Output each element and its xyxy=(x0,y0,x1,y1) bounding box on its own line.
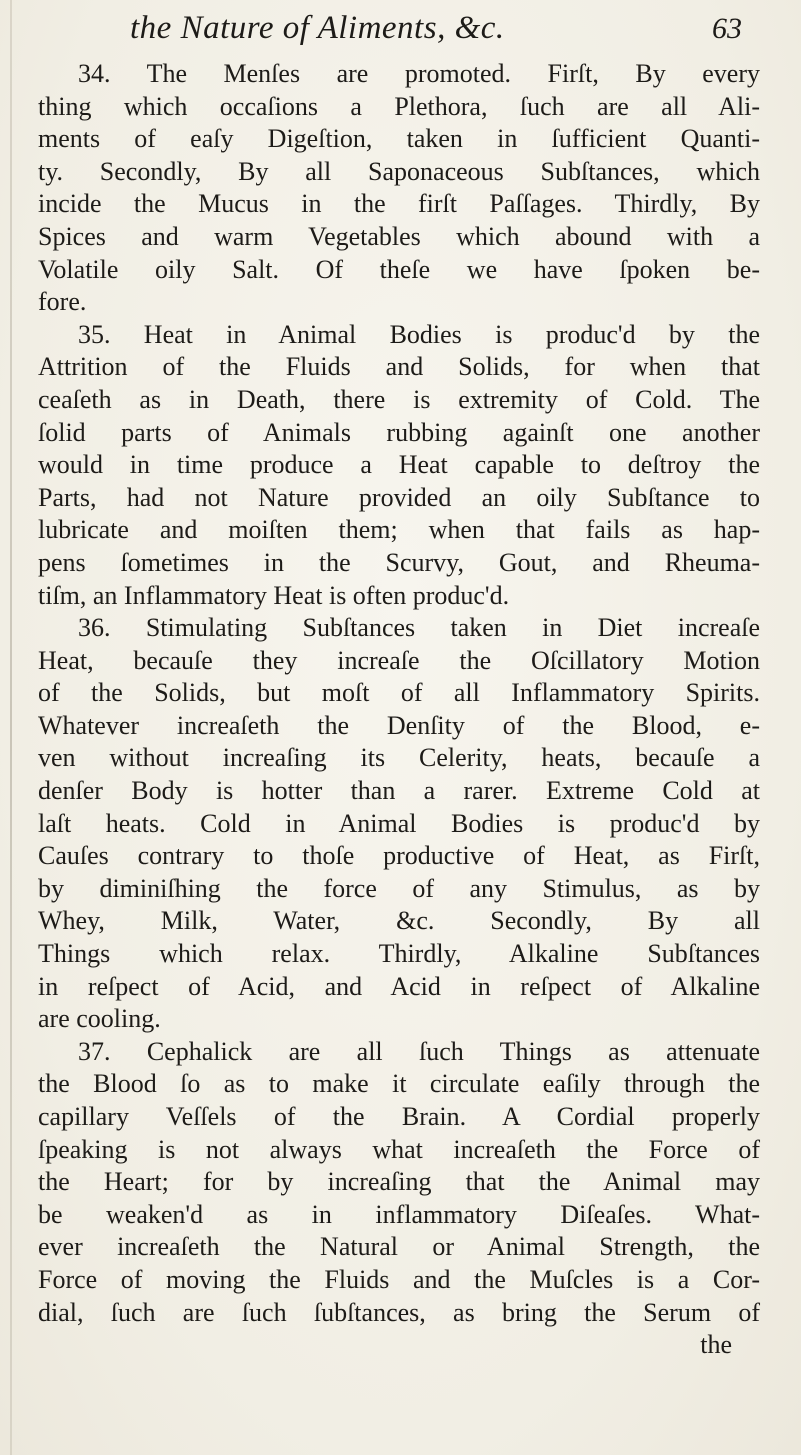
text-line: Cauſes contrary to thoſe productive of Heat, as Firſt, xyxy=(38,841,760,871)
text-line: ty. Secondly, By all Saponaceous Subſtances, which xyxy=(38,156,760,186)
text-line: Heat, becauſe they increaſe the Oſcillatory Motion xyxy=(38,645,760,675)
text-line: Parts, had not Nature provided an oily Subſtance to xyxy=(38,482,760,512)
text-line: ever increaſeth the Natural or Animal Strength, the xyxy=(38,1232,760,1262)
text-line: Volatile oily Salt. Of theſe we have ſpoken be- xyxy=(38,254,760,284)
text-line: dial, ſuch are ſuch ſubſtances, as bring the Serum of xyxy=(38,1297,760,1327)
text-line: would in time produce a Heat capable to deſtroy the xyxy=(38,450,760,480)
text-line: the Blood ſo as to make it circulate eaſily through the xyxy=(38,1069,760,1099)
running-title: the Nature of Aliments, &c. xyxy=(130,10,505,46)
catchword: the xyxy=(700,1330,732,1360)
text-line: are cooling. xyxy=(38,1004,161,1034)
body-text xyxy=(38,58,760,1362)
text-line: Whey, Milk, Water, &c. Secondly, By all xyxy=(38,906,760,936)
text-line: ven without increaſing its Celerity, heats, becauſe a xyxy=(38,743,760,773)
text-line: ments of eaſy Digeſtion, taken in ſufficient Quanti- xyxy=(38,124,760,154)
text-line: Attrition of the Fluids and Solids, for when that xyxy=(38,352,760,382)
text-line: pens ſometimes in the Scurvy, Gout, and Rheuma- xyxy=(38,547,760,577)
text-line: of the Solids, but moſt of all Inflammatory Spirits. xyxy=(38,678,760,708)
text-line: tiſm, an Inflammatory Heat is often produc'd. xyxy=(38,580,510,610)
text-line: incide the Mucus in the firſt Paſſages. Thirdly, By xyxy=(38,189,760,219)
text-line: ceaſeth as in Death, there is extremity of Cold. The xyxy=(38,384,760,414)
text-line: Spices and warm Vegetables which abound with a xyxy=(38,221,760,251)
text-line: by diminiſhing the force of any Stimulus, as by xyxy=(38,873,760,903)
text-line: capillary Veſſels of the Brain. A Cordial properly xyxy=(38,1102,760,1131)
text-line: 36. Stimulating Subſtances taken in Diet increaſe xyxy=(78,613,760,643)
gutter-shadow xyxy=(10,0,12,1455)
text-line: ſolid parts of Animals rubbing againſt one another xyxy=(38,417,760,447)
text-line: be weaken'd as in inflammatory Diſeaſes. What- xyxy=(38,1199,760,1229)
text-line: in reſpect of Acid, and Acid in reſpect of Alkaline xyxy=(38,971,760,1001)
text-line: 35. Heat in Animal Bodies is produc'd by the xyxy=(78,319,760,349)
text-line: laſt heats. Cold in Animal Bodies is produc'd by xyxy=(38,808,760,838)
text-line: the Heart; for by increaſing that the Animal may xyxy=(38,1167,760,1197)
text-line: Whatever increaſeth the Denſity of the Blood, e- xyxy=(38,710,760,740)
text-line: 34. The Menſes are promoted. Firſt, By every xyxy=(78,59,760,88)
text-line: lubricate and moiſten them; when that fails as hap- xyxy=(38,515,760,545)
page-number: 63 xyxy=(712,12,742,45)
page-header xyxy=(130,10,770,50)
text-line: ſpeaking is not always what increaſeth the Force of xyxy=(38,1134,760,1164)
text-line: fore. xyxy=(38,287,87,317)
text-line: Things which relax. Thirdly, Alkaline Subſtances xyxy=(38,939,760,969)
text-line: thing which occaſions a Plethora, ſuch are all Ali- xyxy=(38,91,760,121)
text-line: denſer Body is hotter than a rarer. Extreme Cold at xyxy=(38,776,760,806)
text-line: 37. Cephalick are all ſuch Things as attenuate xyxy=(78,1036,760,1066)
text-line: Force of moving the Fluids and the Muſcles is a Cor- xyxy=(38,1264,760,1294)
